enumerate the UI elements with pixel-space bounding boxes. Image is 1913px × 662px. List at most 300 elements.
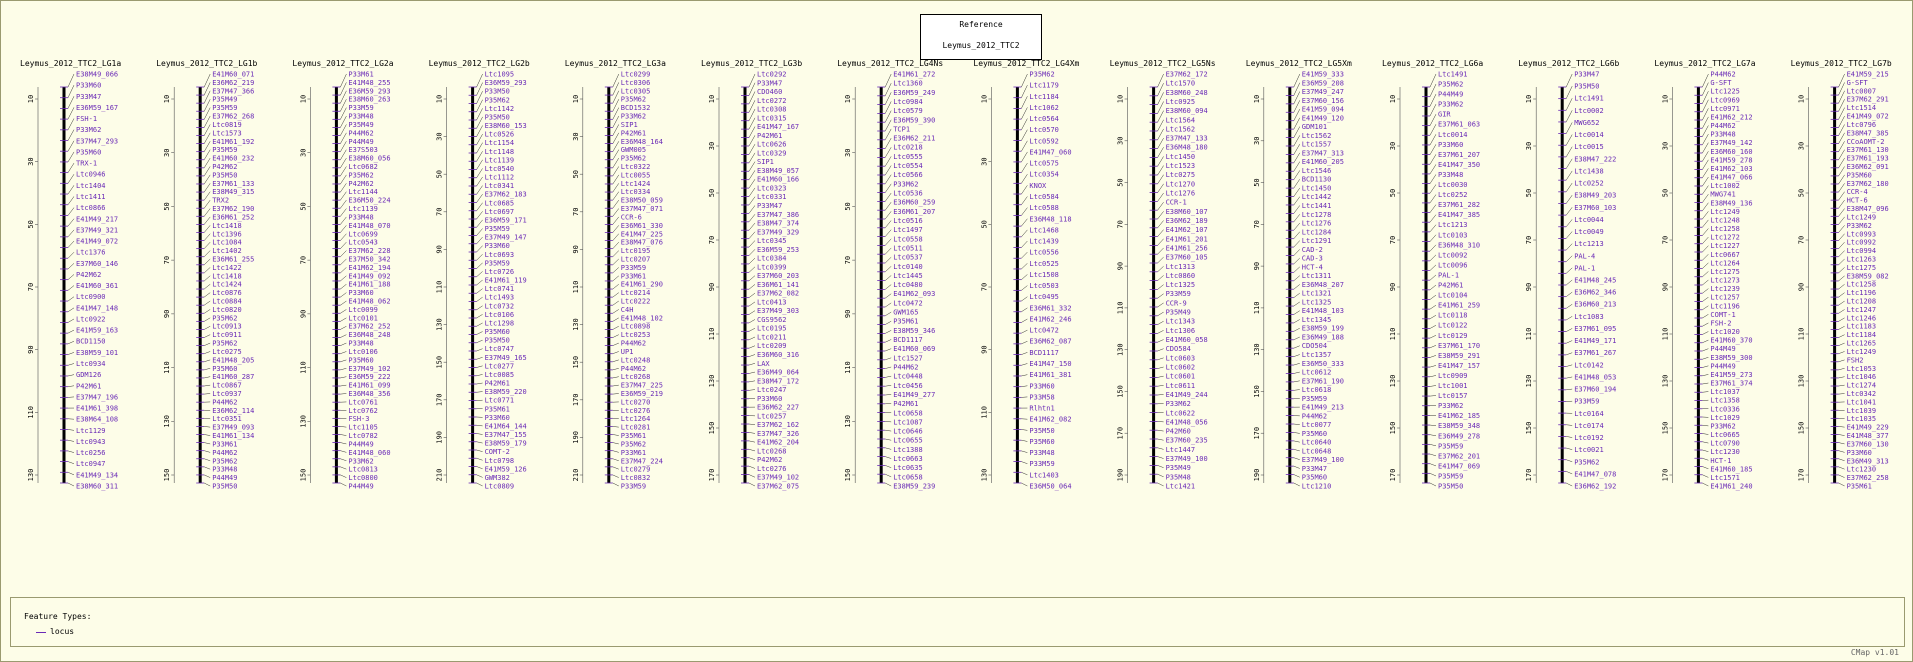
locus-marker[interactable] [605, 382, 663, 390]
locus-label[interactable]: P35M59 [1438, 442, 1464, 451]
locus-label[interactable]: Ltc0503 [1029, 282, 1059, 291]
locus-marker[interactable] [60, 271, 101, 280]
locus-label[interactable]: Ltc0104 [1438, 291, 1468, 300]
locus-marker[interactable] [1558, 240, 1604, 250]
locus-marker[interactable] [605, 298, 651, 306]
locus-label[interactable]: Ltc1424 [212, 280, 242, 289]
locus-label[interactable]: Ltc0790 [1710, 439, 1740, 448]
locus-marker[interactable] [1286, 325, 1344, 333]
locus-marker[interactable] [1831, 331, 1877, 339]
locus-marker[interactable] [60, 315, 106, 323]
locus-label[interactable]: Ltc0015 [1574, 143, 1604, 152]
locus-label[interactable]: GWM382 [484, 473, 510, 482]
locus-label[interactable]: Ltc0667 [1710, 250, 1740, 259]
locus-label[interactable]: E41M60_205 [1301, 158, 1344, 167]
locus-marker[interactable] [1558, 483, 1616, 491]
locus-label[interactable]: Ltc1403 [1029, 471, 1059, 480]
locus-label[interactable]: E38M47_222 [1574, 155, 1617, 164]
locus-label[interactable]: Ltc1439 [1029, 237, 1059, 246]
locus-label[interactable]: Ltc0279 [620, 465, 651, 474]
locus-marker[interactable] [1831, 457, 1889, 465]
locus-marker[interactable] [1694, 371, 1752, 379]
locus-label[interactable]: Ltc1345 [1301, 315, 1332, 324]
locus-label[interactable]: P35M60 [76, 148, 102, 157]
locus-label[interactable]: P44M49 [348, 482, 374, 491]
locus-marker[interactable] [60, 416, 118, 424]
locus-label[interactable]: Ltc1311 [1301, 272, 1332, 281]
locus-label[interactable]: P35M50 [212, 482, 238, 491]
locus-label[interactable]: E41M61_381 [1029, 371, 1072, 380]
locus-marker[interactable] [877, 418, 923, 426]
locus-label[interactable]: E38M60_263 [348, 95, 391, 104]
locus-label[interactable]: E36M49_188 [1301, 333, 1344, 342]
locus-marker[interactable] [1831, 314, 1877, 322]
locus-marker[interactable] [1150, 446, 1196, 454]
locus-label[interactable]: Ltc1142 [484, 104, 515, 113]
locus-label[interactable]: P42M61 [620, 129, 647, 138]
locus-label[interactable]: P42M61 [757, 131, 783, 140]
locus-label[interactable]: TCP1 [893, 125, 911, 134]
locus-label[interactable]: Ltc0253 [620, 331, 651, 340]
locus-label[interactable]: Ltc1272 [1710, 233, 1740, 242]
locus-label[interactable]: P33M61 [620, 272, 647, 281]
locus-label[interactable]: E38M47_096 [1846, 205, 1889, 214]
locus-label[interactable]: Ltc0472 [1029, 326, 1059, 335]
locus-label[interactable]: P44M49 [1438, 90, 1464, 99]
locus-marker[interactable] [332, 457, 373, 465]
locus-marker[interactable] [1694, 268, 1740, 277]
locus-marker[interactable] [1013, 449, 1054, 457]
locus-marker[interactable] [605, 483, 646, 491]
locus-marker[interactable] [196, 390, 242, 398]
locus-marker[interactable] [469, 268, 515, 277]
locus-label[interactable]: Ltc1183 [1846, 322, 1877, 331]
locus-label[interactable]: MWG652 [1574, 118, 1600, 127]
locus-label[interactable]: E38M47_374 [757, 219, 800, 228]
locus-label[interactable]: Ltc1573 [212, 129, 242, 138]
locus-label[interactable]: E41M47_078 [1574, 470, 1617, 479]
locus-marker[interactable] [1150, 336, 1208, 344]
locus-label[interactable]: Ltc1196 [1710, 302, 1740, 311]
locus-label[interactable]: P44M62 [1301, 412, 1328, 421]
locus-marker[interactable] [1286, 333, 1344, 341]
locus-label[interactable]: Ltc0800 [348, 474, 378, 483]
locus-label[interactable]: Ltc1105 [348, 423, 378, 432]
locus-label[interactable]: E41M47_157 [1438, 361, 1481, 370]
locus-marker[interactable] [1150, 373, 1196, 381]
locus-label[interactable]: E36M49_313 [1846, 457, 1889, 466]
locus-label[interactable]: P35M61 [484, 405, 510, 414]
locus-marker[interactable] [332, 466, 378, 474]
locus-label[interactable]: E36M50_224 [348, 196, 391, 205]
locus-marker[interactable] [332, 440, 373, 448]
locus-marker[interactable] [1694, 380, 1752, 388]
locus-marker[interactable] [1694, 345, 1735, 353]
locus-marker[interactable] [1013, 315, 1071, 323]
locus-label[interactable]: Ltc1421 [1165, 482, 1196, 491]
locus-label[interactable]: P35M61 [1846, 482, 1872, 491]
locus-label[interactable]: Ltc1493 [484, 293, 515, 302]
locus-marker[interactable] [469, 302, 515, 310]
locus-marker[interactable] [741, 465, 787, 473]
locus-label[interactable]: Ltc1468 [1029, 226, 1059, 235]
locus-marker[interactable] [1422, 362, 1480, 370]
locus-label[interactable]: Ltc1139 [348, 205, 378, 214]
locus-label[interactable]: P44M49 [1710, 362, 1736, 371]
locus-marker[interactable] [1013, 293, 1059, 301]
locus-label[interactable]: Ltc0658 [893, 473, 923, 482]
locus-label[interactable]: E41M60_058 [1165, 336, 1208, 345]
locus-label[interactable]: Ltc0222 [620, 297, 651, 306]
locus-label[interactable]: E38M59_346 [893, 326, 936, 335]
locus-marker[interactable] [1286, 342, 1327, 350]
locus-label[interactable]: P33M48 [1438, 170, 1464, 179]
locus-marker[interactable] [469, 422, 527, 430]
locus-label[interactable]: E37M61_130 [1846, 146, 1889, 155]
locus-label[interactable]: Ltc1246 [1846, 314, 1877, 323]
locus-marker[interactable] [605, 331, 651, 339]
locus-label[interactable]: Ltc0726 [484, 267, 515, 276]
locus-label[interactable]: Ltc0658 [893, 409, 923, 418]
locus-label[interactable]: E41M60_166 [757, 175, 800, 184]
locus-label[interactable]: E41M62_194 [348, 263, 391, 272]
map-title[interactable]: Leymus_2012_TTC2_LG1b [156, 59, 258, 68]
locus-label[interactable]: Ltc1273 [1710, 276, 1740, 285]
locus-marker[interactable] [196, 340, 237, 348]
locus-marker[interactable] [1150, 473, 1191, 481]
map-6[interactable] [701, 59, 802, 491]
locus-label[interactable]: Ltc0195 [757, 324, 787, 333]
locus-label[interactable]: P33M47 [76, 92, 102, 101]
locus-label[interactable]: P33M48 [348, 213, 374, 222]
locus-marker[interactable] [1286, 412, 1327, 420]
locus-label[interactable]: E41M61_134 [212, 432, 255, 441]
locus-marker[interactable] [60, 438, 106, 446]
locus-label[interactable]: E41M62_212 [1710, 113, 1753, 122]
locus-label[interactable]: TRX-1 [76, 159, 98, 168]
locus-label[interactable]: E36M59_222 [348, 373, 391, 382]
locus-label[interactable]: Ltc1083 [1574, 312, 1604, 321]
locus-label[interactable]: Ltc1184 [1846, 331, 1877, 340]
locus-label[interactable]: E36M49_064 [757, 368, 800, 377]
locus-label[interactable]: Ltc0275 [212, 347, 242, 356]
locus-marker[interactable] [605, 272, 646, 281]
locus-label[interactable]: P44M62 [212, 398, 238, 407]
locus-marker[interactable] [877, 290, 935, 298]
locus-label[interactable]: E41M62_204 [757, 438, 800, 447]
locus-label[interactable]: Ltc0747 [484, 345, 515, 354]
locus-marker[interactable] [60, 349, 118, 357]
locus-marker[interactable] [332, 373, 390, 381]
locus-marker[interactable] [1558, 289, 1616, 297]
locus-label[interactable]: Ltc0129 [1438, 331, 1468, 340]
locus-marker[interactable] [60, 471, 118, 479]
locus-marker[interactable] [1558, 167, 1604, 180]
locus-label[interactable]: Ltc0994 [1846, 247, 1877, 256]
locus-marker[interactable] [1831, 483, 1872, 491]
locus-marker[interactable] [1422, 452, 1480, 460]
locus-marker[interactable] [1831, 373, 1877, 381]
locus-label[interactable]: P33M47 [757, 79, 783, 88]
locus-marker[interactable] [741, 333, 787, 341]
locus-label[interactable]: E37M49_247 [1301, 88, 1344, 97]
locus-label[interactable]: E36M59_171 [484, 216, 527, 225]
locus-label[interactable]: Ltc1388 [893, 445, 923, 454]
locus-label[interactable]: Ltc0570 [1029, 126, 1059, 135]
locus-label[interactable]: E37M62_162 [757, 421, 800, 430]
locus-label[interactable]: E37M47_196 [76, 393, 119, 402]
locus-marker[interactable] [60, 282, 118, 290]
locus-marker[interactable] [1286, 360, 1344, 368]
locus-label[interactable]: E37M49_100 [1165, 455, 1208, 464]
locus-marker[interactable] [469, 328, 510, 336]
locus-label[interactable]: Ltc1046 [1846, 373, 1877, 382]
locus-label[interactable]: E41M61_290 [620, 280, 663, 289]
locus-label[interactable]: P33M61 [212, 440, 238, 449]
locus-marker[interactable] [1422, 231, 1468, 241]
locus-label[interactable]: E36M61_252 [212, 213, 255, 222]
locus-label[interactable]: E37M62_075 [757, 482, 800, 491]
locus-marker[interactable] [1013, 471, 1059, 479]
locus-marker[interactable] [1694, 294, 1740, 302]
locus-label[interactable]: Ltc0247 [757, 386, 787, 395]
locus-label[interactable]: MWG741 [1710, 190, 1736, 199]
locus-label[interactable]: Ltc0341 [484, 182, 515, 191]
locus-label[interactable]: E41M47_167 [757, 123, 800, 132]
locus-label[interactable]: P33M58 [1029, 393, 1055, 402]
locus-marker[interactable] [60, 360, 106, 368]
locus-label[interactable]: P35M48 [1165, 473, 1191, 482]
locus-label[interactable]: Ltc0106 [348, 347, 378, 356]
locus-marker[interactable] [1150, 464, 1191, 472]
locus-label[interactable]: E36M61_207 [893, 207, 936, 216]
locus-marker[interactable] [877, 373, 923, 381]
locus-label[interactable]: E38M60_248 [1165, 88, 1208, 97]
locus-label[interactable]: E41M49_229 [1846, 423, 1889, 432]
locus-label[interactable]: Ltc1264 [620, 415, 651, 424]
locus-label[interactable]: Ltc0209 [757, 342, 787, 351]
locus-label[interactable]: P33M60 [1029, 382, 1055, 391]
locus-marker[interactable] [469, 362, 515, 370]
locus-marker[interactable] [1694, 362, 1735, 370]
locus-label[interactable]: E41M62_103 [1710, 164, 1753, 173]
locus-label[interactable]: P42M62 [348, 179, 374, 188]
locus-label[interactable]: Ltc0922 [76, 315, 106, 324]
locus-marker[interactable] [741, 263, 787, 272]
map-title[interactable]: Leymus_2012_TTC2_LG4Ns [837, 59, 944, 68]
locus-label[interactable]: Ltc0832 [620, 474, 651, 483]
locus-label[interactable]: Ltc1249 [1710, 207, 1740, 216]
chromosome-bar[interactable] [63, 87, 66, 483]
locus-marker[interactable] [1286, 421, 1332, 429]
locus-label[interactable]: E38M49_066 [76, 70, 119, 79]
locus-marker[interactable] [60, 226, 118, 236]
locus-label[interactable]: P35M62 [620, 440, 647, 449]
locus-marker[interactable] [1013, 393, 1054, 401]
locus-label[interactable]: E37M49_100 [1301, 456, 1344, 465]
locus-marker[interactable] [1013, 483, 1071, 491]
locus-label[interactable]: HCT-1 [1710, 456, 1732, 465]
locus-label[interactable]: E37M49_147 [484, 233, 527, 242]
locus-label[interactable]: P44M62 [1710, 70, 1736, 79]
locus-marker[interactable] [1150, 483, 1196, 491]
locus-label[interactable]: P44M62 [620, 339, 647, 348]
locus-marker[interactable] [1694, 448, 1740, 456]
locus-marker[interactable] [605, 432, 646, 440]
locus-label[interactable]: P33M47 [757, 201, 783, 210]
locus-label[interactable]: Ltc0603 [1165, 354, 1196, 363]
locus-label[interactable]: Ltc1001 [1438, 382, 1468, 391]
locus-marker[interactable] [877, 263, 923, 272]
locus-marker[interactable] [60, 460, 106, 468]
locus-label[interactable]: Ltc1112 [484, 173, 515, 182]
locus-label[interactable]: Ltc1247 [1846, 305, 1877, 314]
locus-marker[interactable] [1013, 338, 1071, 346]
locus-marker[interactable] [877, 464, 923, 472]
locus-marker[interactable] [741, 474, 799, 482]
locus-label[interactable]: Ltc0601 [1165, 372, 1196, 381]
locus-label[interactable]: E37M60_146 [76, 259, 119, 268]
locus-marker[interactable] [469, 397, 515, 405]
locus-label[interactable]: Ltc0592 [1029, 137, 1059, 146]
locus-marker[interactable] [605, 398, 651, 406]
locus-marker[interactable] [196, 281, 242, 289]
locus-label[interactable]: E38M49_315 [212, 188, 255, 197]
locus-label[interactable]: Ltc1129 [76, 426, 106, 435]
locus-label[interactable]: E38M60_056 [348, 154, 391, 163]
locus-label[interactable]: Ltc0272 [757, 96, 787, 105]
locus-label[interactable]: G-SFT [1846, 78, 1868, 87]
locus-marker[interactable] [469, 465, 527, 473]
locus-label[interactable]: Ltc1230 [1846, 465, 1877, 474]
locus-label[interactable]: Ltc0218 [893, 143, 923, 152]
locus-marker[interactable] [1831, 323, 1877, 331]
locus-label[interactable]: Ltc1411 [76, 192, 106, 201]
locus-label[interactable]: P35M50 [1029, 426, 1055, 435]
locus-label[interactable]: Ltc1313 [1165, 262, 1196, 271]
locus-marker[interactable] [877, 281, 923, 289]
locus-label[interactable]: CCR-4 [1846, 188, 1868, 197]
locus-label[interactable]: P33M47 [1574, 70, 1600, 79]
locus-marker[interactable] [1558, 422, 1604, 430]
locus-label[interactable]: E38M47_385 [1846, 129, 1889, 138]
locus-label[interactable]: E37M49_142 [1710, 139, 1753, 148]
locus-label[interactable]: Ltc0334 [620, 188, 651, 197]
locus-marker[interactable] [605, 466, 651, 474]
locus-label[interactable]: E41M48_070 [348, 221, 391, 230]
locus-marker[interactable] [1286, 377, 1344, 385]
locus-marker[interactable] [1558, 398, 1599, 406]
locus-label[interactable]: P33M60 [1846, 448, 1872, 457]
locus-label[interactable]: Ltc0993 [1846, 230, 1877, 239]
locus-marker[interactable] [1694, 388, 1740, 396]
locus-marker[interactable] [1831, 340, 1877, 348]
locus-label[interactable]: Ltc1321 [1301, 289, 1332, 298]
locus-label[interactable]: E37M62_183 [484, 190, 527, 199]
locus-marker[interactable] [60, 427, 106, 435]
locus-label[interactable]: P42M61 [893, 400, 919, 409]
locus-marker[interactable] [741, 386, 787, 394]
locus-marker[interactable] [469, 345, 515, 353]
locus-label[interactable]: P35M60 [1846, 171, 1872, 180]
locus-marker[interactable] [605, 457, 663, 465]
locus-label[interactable]: E36M48_180 [1165, 143, 1208, 152]
locus-label[interactable]: Ltc0558 [893, 235, 923, 244]
locus-label[interactable]: P35M49 [212, 95, 238, 104]
locus-marker[interactable] [1013, 260, 1059, 269]
locus-label[interactable]: C4H [620, 305, 634, 314]
locus-label[interactable]: Ltc0014 [1438, 130, 1468, 139]
locus-marker[interactable] [1013, 215, 1071, 226]
locus-label[interactable]: E41M61_119 [484, 276, 527, 285]
locus-label[interactable]: Ltc1343 [1165, 317, 1196, 326]
locus-label[interactable]: E36M62_091 [1846, 162, 1889, 171]
locus-label[interactable]: P35M49 [1165, 308, 1191, 317]
locus-marker[interactable] [1150, 437, 1208, 445]
locus-marker[interactable] [1150, 345, 1191, 353]
locus-marker[interactable] [196, 440, 237, 448]
locus-label[interactable]: Ltc0516 [893, 216, 923, 225]
locus-label[interactable]: Ltc1213 [1574, 240, 1604, 249]
locus-marker[interactable] [469, 285, 515, 293]
locus-label[interactable]: E37M49_165 [484, 353, 527, 362]
locus-marker[interactable] [1558, 373, 1616, 381]
locus-label[interactable]: E36M50_064 [1029, 482, 1072, 491]
locus-label[interactable]: E41M62_093 [893, 290, 936, 299]
locus-label[interactable]: Ltc0002 [1574, 106, 1604, 115]
locus-label[interactable]: E36M61_332 [1029, 304, 1072, 313]
locus-label[interactable]: E36M60_213 [1574, 300, 1617, 309]
locus-marker[interactable] [60, 449, 106, 457]
locus-label[interactable]: Ltc1039 [1846, 406, 1877, 415]
locus-label[interactable]: Ltc1275 [1846, 263, 1877, 272]
locus-label[interactable]: Ltc0092 [1438, 251, 1468, 260]
map-8[interactable] [973, 59, 1079, 491]
locus-marker[interactable] [1422, 292, 1468, 300]
locus-label[interactable]: P35M62 [348, 171, 374, 180]
locus-marker[interactable] [469, 483, 515, 491]
locus-label[interactable]: Ltc1275 [1710, 267, 1740, 276]
locus-marker[interactable] [1558, 277, 1616, 286]
locus-label[interactable]: E37M49_321 [76, 226, 119, 235]
locus-label[interactable]: COMT-2 [484, 448, 510, 457]
locus-label[interactable]: Ltc0399 [757, 263, 787, 272]
locus-label[interactable]: Ltc1418 [212, 221, 242, 230]
locus-label[interactable]: P33M60 [348, 289, 374, 298]
locus-marker[interactable] [469, 371, 515, 379]
locus-marker[interactable] [196, 323, 242, 331]
locus-marker[interactable] [469, 448, 510, 456]
locus-label[interactable]: Ltc1497 [893, 226, 923, 235]
locus-label[interactable]: Ltc0248 [620, 356, 651, 365]
locus-marker[interactable] [1558, 301, 1616, 309]
locus-label[interactable]: E41M59_094 [1301, 105, 1344, 114]
locus-label[interactable]: Ltc0947 [76, 460, 106, 469]
locus-marker[interactable] [1831, 440, 1889, 448]
locus-label[interactable]: E41M47_225 [620, 230, 663, 239]
locus-label[interactable]: Ltc0934 [76, 360, 106, 369]
locus-label[interactable]: E36M62_114 [212, 406, 255, 415]
locus-marker[interactable] [1831, 348, 1877, 356]
locus-label[interactable]: P42M62 [212, 162, 238, 171]
locus-label[interactable]: E37M49_329 [757, 228, 800, 237]
locus-label[interactable]: Ltc0798 [484, 456, 515, 465]
locus-marker[interactable] [1694, 302, 1740, 310]
locus-marker[interactable] [1694, 474, 1740, 482]
locus-label[interactable]: FSH2 [1846, 356, 1864, 365]
locus-label[interactable]: Ltc1053 [1846, 364, 1877, 373]
locus-label[interactable]: Ltc0096 [1438, 261, 1468, 270]
